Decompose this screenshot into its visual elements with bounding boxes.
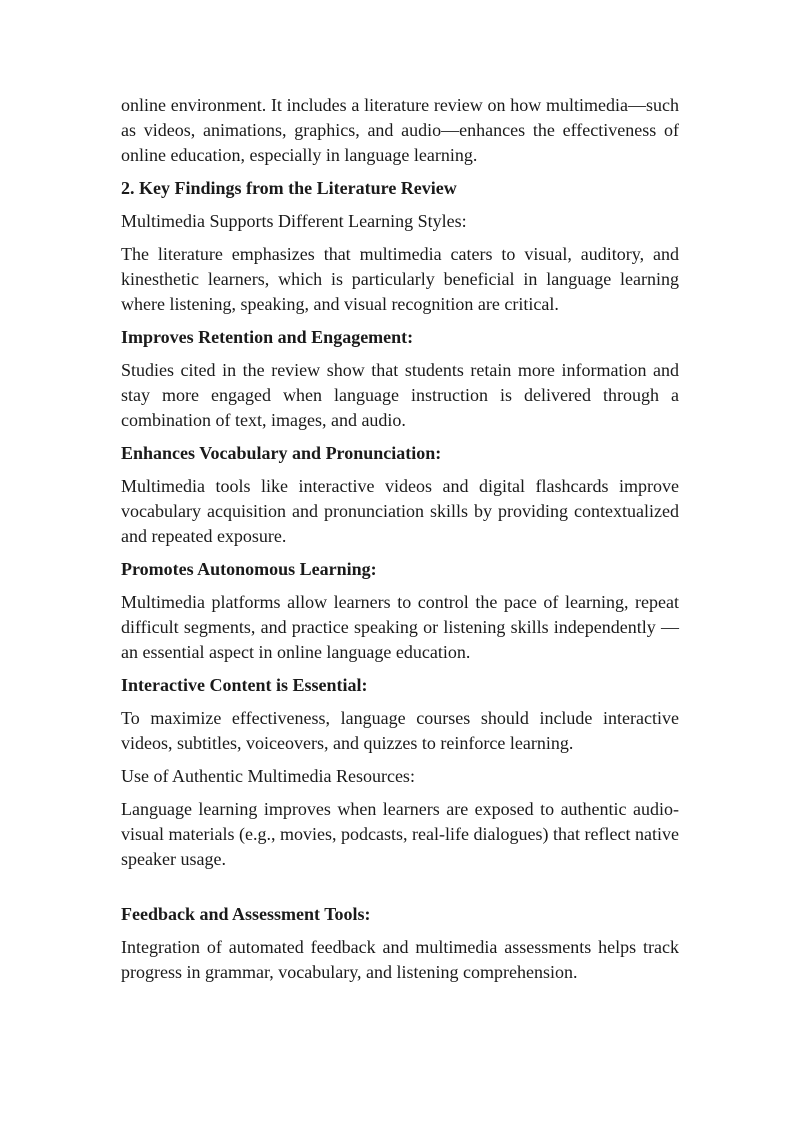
- finding-body-vocabulary: Multimedia tools like interactive videos and digital flashcards improve vocabulary acquisition and pronunciation skills by providing contextualized and repeated exposure.: [121, 476, 679, 546]
- finding-title-autonomous: Promotes Autonomous Learning:: [121, 559, 377, 579]
- finding-title-retention: Improves Retention and Engagement:: [121, 327, 414, 347]
- finding-body-retention: Studies cited in the review show that students retain more information and stay more engaged when language instruction is delivered through a combination of text, images, and audio.: [121, 360, 679, 430]
- finding-title-learning-styles: Multimedia Supports Different Learning Styles:: [121, 211, 467, 231]
- finding-title-feedback: Feedback and Assessment Tools:: [121, 904, 371, 924]
- paragraph-spacer: [121, 880, 679, 902]
- finding-body-authentic: Language learning improves when learners are exposed to authentic audio-visual materials (e.g., movies, podcasts, real-life dialogues) that reflect native speaker usage.: [121, 799, 679, 869]
- finding-title-interactive: Interactive Content is Essential:: [121, 675, 368, 695]
- finding-title-authentic: Use of Authentic Multimedia Resources:: [121, 766, 415, 786]
- finding-body-interactive: To maximize effectiveness, language courses should include interactive videos, subtitles, voiceovers, and quizzes to reinforce learning.: [121, 708, 679, 753]
- finding-body-feedback: Integration of automated feedback and multimedia assessments helps track progress in grammar, vocabulary, and listening comprehension.: [121, 937, 679, 982]
- finding-body-learning-styles: The literature emphasizes that multimedia caters to visual, auditory, and kinesthetic learners, which is particularly beneficial in language learning where listening, speaking, and visual recognition are critical.: [121, 244, 679, 314]
- section-heading: 2. Key Findings from the Literature Review: [121, 178, 457, 198]
- intro-paragraph: online environment. It includes a literature review on how multimedia—such as videos, animations, graphics, and audio—enhances the effectiveness of online education, especially in language learning.: [121, 95, 679, 165]
- document-page: [121, 93, 679, 993]
- finding-title-vocabulary: Enhances Vocabulary and Pronunciation:: [121, 443, 442, 463]
- finding-body-autonomous: Multimedia platforms allow learners to control the pace of learning, repeat difficult segments, and practice speaking or listening skills independently —an essential aspect in online language education.: [121, 592, 679, 662]
